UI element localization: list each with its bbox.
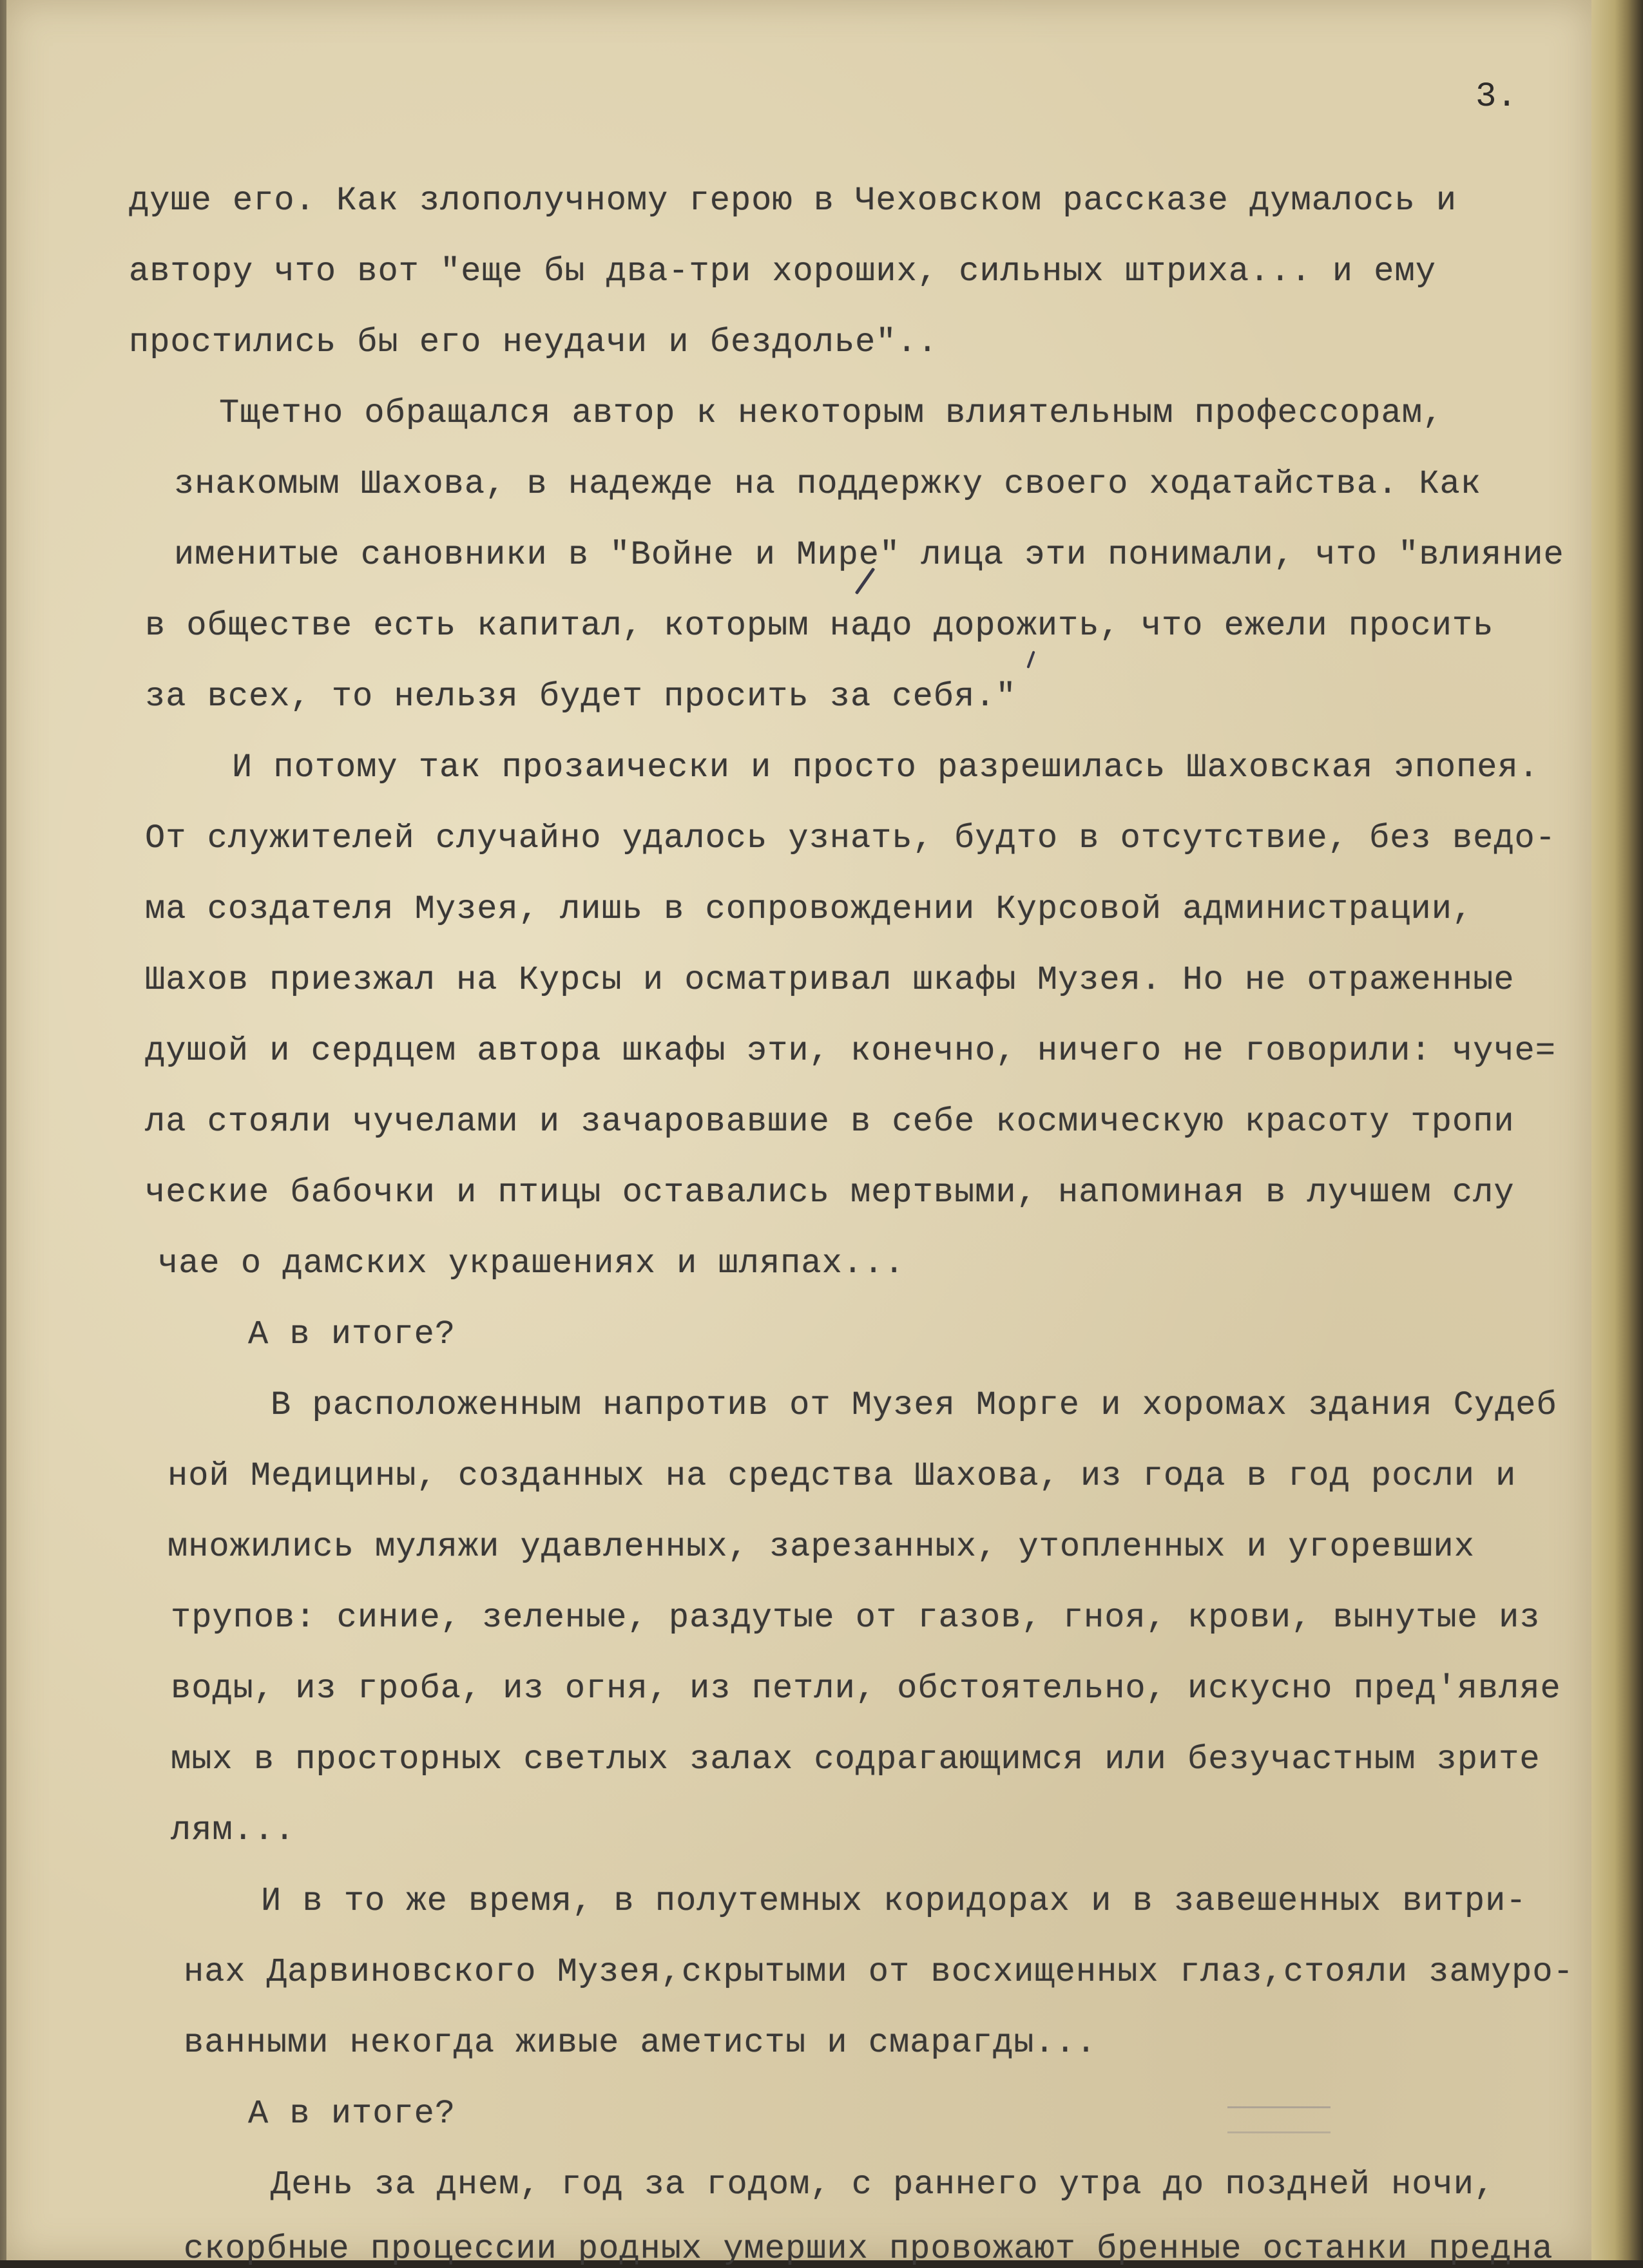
page-number: 3. xyxy=(1475,77,1517,117)
text-line: Шахов приезжал на Курсы и осматривал шкафы Музея. Но не отраженные xyxy=(145,961,1515,999)
text-line: душе его. Как злополучному герою в Чеховском рассказе думалось и xyxy=(129,182,1457,220)
text-line: мых в просторных светлых залах содрагающимся или безучастным зрите xyxy=(171,1740,1541,1778)
text-line: От служителей случайно удалось узнать, будто в отсутствие, без ведо- xyxy=(145,819,1556,857)
text-line: простились бы его неудачи и бездолье".. xyxy=(129,323,938,361)
text-line: автору что вот "еще бы два-три хороших, сильных штриха... и ему xyxy=(129,253,1436,291)
section-heading: А в итоге? xyxy=(248,1315,456,1353)
text-line: воды, из гроба, из огня, из петли, обстоятельно, искусно пред'являе xyxy=(171,1670,1561,1708)
text-line: знакомым Шахова, в надежде на поддержку своего ходатайства. Как xyxy=(174,465,1481,503)
text-line: ма создателя Музея, лишь в сопровождении Курсовой администрации, xyxy=(145,890,1474,928)
text-line: трупов: синие, зеленые, раздутые от газов, гноя, крови, вынутые из xyxy=(171,1599,1541,1637)
text-line: лям... xyxy=(171,1811,296,1849)
text-line: в обществе есть капитал, которым надо дорожить, что ежели просить xyxy=(145,607,1494,645)
text-line: ческие бабочки и птицы оставались мертвыми, напоминая в лучшем слу xyxy=(145,1174,1515,1212)
text-line: именитые сановники в "Войне и Мире" лица эти понимали, что "влияние xyxy=(174,536,1564,574)
text-line: ла стояли чучелами и зачаровавшие в себе космическую красоту тропи xyxy=(145,1103,1515,1141)
text-line: скорбные процессии родных умерших провожают бренные останки предна xyxy=(184,2230,1553,2268)
text-line: День за днем, год за годом, с раннего утра до поздней ночи, xyxy=(271,2166,1495,2204)
text-line: чае о дамских украшениях и шляпах... xyxy=(158,1244,905,1282)
text-line: И в то же время, в полутемных коридорах и в завешенных витри- xyxy=(261,1882,1527,1920)
faint-stamp-mark xyxy=(1227,2106,1331,2133)
text-line: душой и сердцем автора шкафы эти, конечно, ничего не говорили: чуче= xyxy=(145,1032,1556,1070)
text-line: И потому так прозаически и просто разрешилась Шаховская эпопея. xyxy=(232,748,1539,786)
text-line: ванными некогда живые аметисты и смарагды... xyxy=(184,2024,1097,2062)
text-line: В расположенным напротив от Музея Морге и хоромах здания Судеб xyxy=(271,1386,1557,1424)
section-heading: А в итоге? xyxy=(248,2095,456,2133)
page-edge xyxy=(1591,0,1643,2260)
text-line: ной Медицины, созданных на средства Шахова, из года в год росли и xyxy=(168,1457,1517,1495)
text-line: множились муляжи удавленных, зарезанных, утопленных и угоревших xyxy=(168,1528,1475,1566)
text-line: нах Дарвиновского Музея,скрытыми от восхищенных глаз,стояли замуро- xyxy=(184,1953,1574,1991)
text-line: за всех, то нельзя будет просить за себя." xyxy=(145,678,1017,716)
text-line: Тщетно обращался автор к некоторым влиятельным профессорам, xyxy=(219,394,1444,432)
